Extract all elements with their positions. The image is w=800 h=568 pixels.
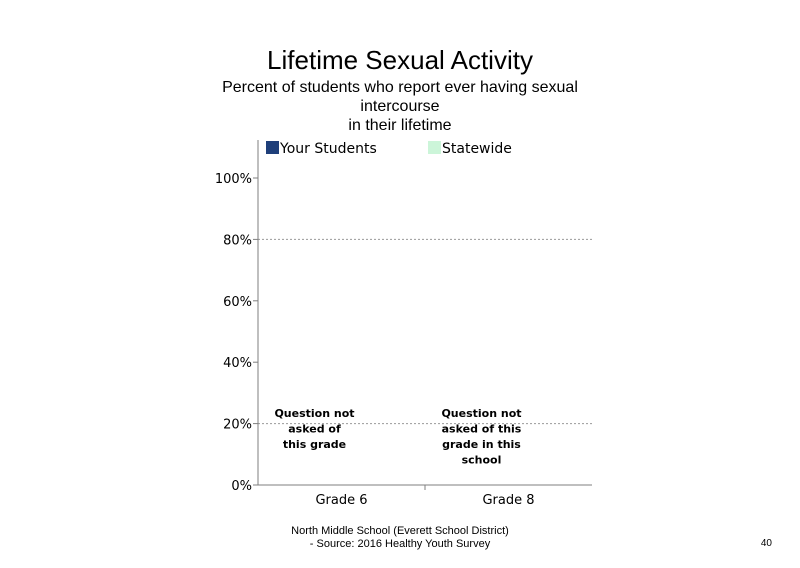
- footer-source: - Source: 2016 Healthy Youth Survey: [309, 538, 491, 550]
- y-tick-label: 0%: [231, 479, 252, 494]
- y-tick-label: 60%: [223, 294, 252, 310]
- subtitle-line-3: in their lifetime: [348, 117, 452, 134]
- subtitle-line-2: intercourse: [360, 98, 440, 115]
- page-number: 40: [760, 538, 772, 549]
- chart-title: Lifetime Sexual Activity: [267, 45, 533, 75]
- annotation-line: asked of: [288, 422, 341, 436]
- y-tick-label: 40%: [223, 356, 252, 372]
- x-tick-label: Grade 6: [315, 493, 368, 508]
- y-tick-label: 20%: [223, 417, 252, 433]
- subtitle-line-1: Percent of students who report ever having sexual: [222, 79, 578, 96]
- annotation-line: asked of this: [441, 422, 522, 436]
- annotation-line: grade in this: [442, 438, 521, 451]
- legend-swatch: [428, 141, 441, 154]
- legend-label: Your Students: [280, 141, 377, 157]
- y-tick-label: 100%: [214, 172, 252, 187]
- annotation-line: this grade: [282, 438, 347, 451]
- legend-swatch: [266, 141, 279, 154]
- annotation-line: school: [461, 453, 502, 467]
- y-tick-label: 80%: [223, 233, 252, 249]
- x-tick-label: Grade 8: [482, 493, 535, 508]
- annotation-line: Question not: [441, 407, 522, 420]
- annotation-line: Question not: [274, 407, 355, 420]
- source-footer: [200, 525, 600, 551]
- footer-school: North Middle School (Everett School District): [291, 525, 509, 537]
- legend-label: Statewide: [442, 141, 512, 157]
